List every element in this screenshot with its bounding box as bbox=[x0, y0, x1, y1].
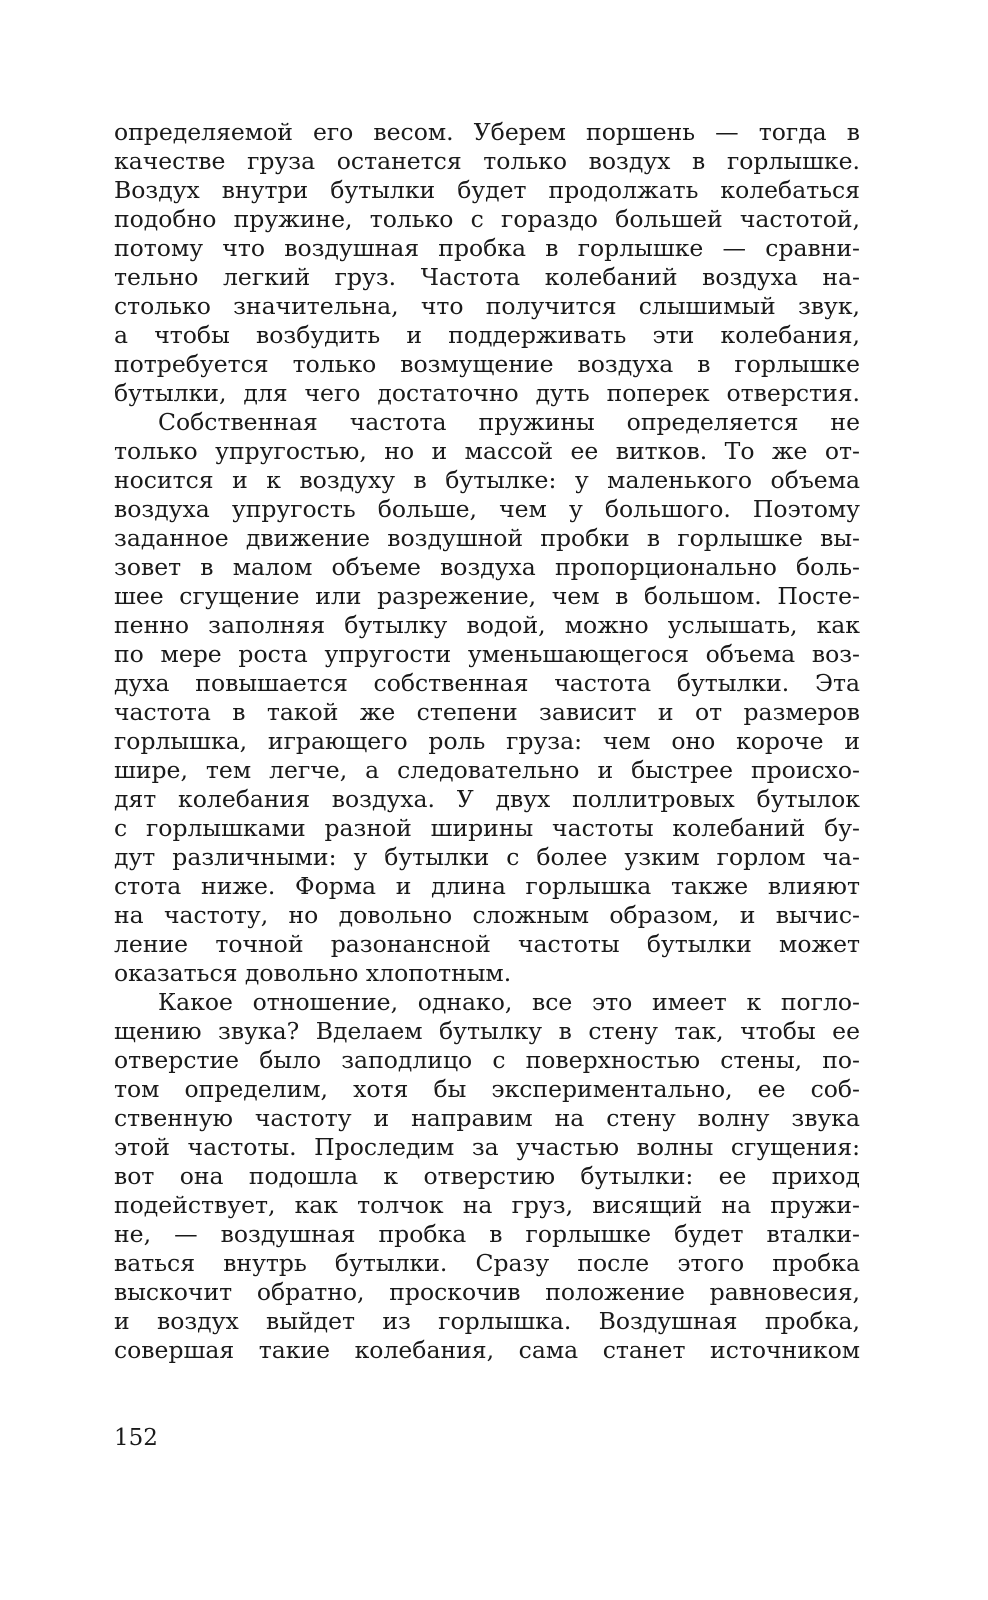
text-line: духа повышается собственная частота бутылки. Эта bbox=[114, 669, 860, 697]
text-line: на частоту, но довольно сложным образом, и вычис- bbox=[114, 901, 860, 929]
page-number: 152 bbox=[114, 1425, 158, 1451]
text-line: Какое отношение, однако, все это имеет к погло- bbox=[158, 988, 860, 1016]
text-line: подействует, как толчок на груз, висящий на пружи- bbox=[114, 1191, 860, 1219]
text-line: подобно пружине, только с гораздо большей частотой, bbox=[114, 205, 860, 233]
text-line: дят колебания воздуха. У двух поллитровых бутылок bbox=[114, 785, 860, 813]
text-line: отверстие было заподлицо с поверхностью стены, по- bbox=[114, 1046, 860, 1074]
text-line: совершая такие колебания, сама станет источником bbox=[114, 1336, 860, 1364]
text-line: только упругостью, но и массой ее витков. То же от- bbox=[114, 437, 860, 465]
paragraph-3 bbox=[114, 988, 860, 1365]
text-line: а чтобы возбудить и поддерживать эти колебания, bbox=[114, 321, 860, 349]
text-line: том определим, хотя бы экспериментально, ее соб- bbox=[114, 1075, 860, 1103]
text-line: с горлышками разной ширины частоты колебаний бу- bbox=[114, 814, 860, 842]
text-line: выскочит обратно, проскочив положение равновесия, bbox=[114, 1278, 860, 1306]
text-line: качестве груза останется только воздух в горлышке. bbox=[114, 147, 860, 175]
text-line: потребуется только возмущение воздуха в горлышке bbox=[114, 350, 860, 378]
text-line: заданное движение воздушной пробки в горлышке вы- bbox=[114, 524, 860, 552]
text-line: шире, тем легче, а следовательно и быстрее происхо- bbox=[114, 756, 860, 784]
text-line: ление точной разонансной частоты бутылки может bbox=[114, 930, 860, 958]
text-line: носится и к воздуху в бутылке: у маленького объема bbox=[114, 466, 860, 494]
text-line: Собственная частота пружины определяется не bbox=[158, 408, 860, 436]
text-line: тельно легкий груз. Частота колебаний воздуха на- bbox=[114, 263, 860, 291]
text-line: определяемой его весом. Уберем поршень — тогда в bbox=[114, 118, 860, 146]
text-line: стота ниже. Форма и длина горлышка также влияют bbox=[114, 872, 860, 900]
text-line: по мере роста упругости уменьшающегося объема воз- bbox=[114, 640, 860, 668]
text-line: Воздух внутри бутылки будет продолжать колебаться bbox=[114, 176, 860, 204]
text-line: ваться внутрь бутылки. Сразу после этого пробка bbox=[114, 1249, 860, 1277]
text-line: этой частоты. Проследим за участью волны сгущения: bbox=[114, 1133, 860, 1161]
text-line: горлышка, играющего роль груза: чем оно короче и bbox=[114, 727, 860, 755]
text-line: щению звука? Вделаем бутылку в стену так, чтобы ее bbox=[114, 1017, 860, 1045]
text-line: столько значительна, что получится слышимый звук, bbox=[114, 292, 860, 320]
text-line: зовет в малом объеме воздуха пропорционально боль- bbox=[114, 553, 860, 581]
text-line: ственную частоту и направим на стену волну звука bbox=[114, 1104, 860, 1132]
text-line: и воздух выйдет из горлышка. Воздушная пробка, bbox=[114, 1307, 860, 1335]
paragraph-2 bbox=[114, 408, 860, 988]
text-line: частота в такой же степени зависит и от размеров bbox=[114, 698, 860, 726]
page-body bbox=[114, 118, 860, 1365]
text-line: шее сгущение или разрежение, чем в большом. Посте- bbox=[114, 582, 860, 610]
text-line: оказаться довольно хлопотным. bbox=[114, 959, 512, 987]
text-line: дут различными: у бутылки с более узким горлом ча- bbox=[114, 843, 860, 871]
text-line: воздуха упругость больше, чем у большого. Поэтому bbox=[114, 495, 860, 523]
text-line: бутылки, для чего достаточно дуть поперек отверстия. bbox=[114, 379, 860, 407]
text-line: пенно заполняя бутылку водой, можно услышать, как bbox=[114, 611, 860, 639]
text-line: не, — воздушная пробка в горлышке будет вталки- bbox=[114, 1220, 860, 1248]
text-line: потому что воздушная пробка в горлышке — сравни- bbox=[114, 234, 860, 262]
paragraph-1 bbox=[114, 118, 860, 408]
text-line: вот она подошла к отверстию бутылки: ее приход bbox=[114, 1162, 860, 1190]
